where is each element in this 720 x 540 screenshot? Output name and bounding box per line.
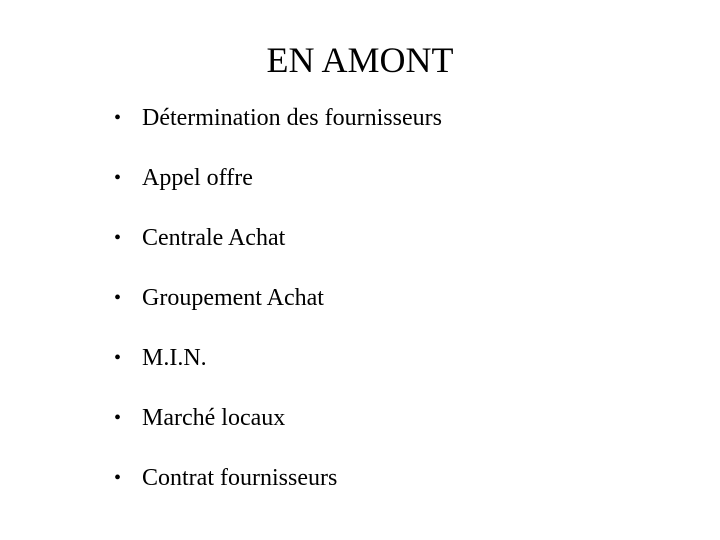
list-item	[114, 328, 694, 388]
list-item	[114, 208, 694, 268]
list-item-text: Marché locaux	[142, 405, 286, 431]
list-item	[114, 448, 694, 508]
bullet-list	[114, 88, 694, 508]
slide-title-text: EN AMONT	[266, 40, 454, 80]
bullet-icon: •	[114, 227, 122, 249]
list-item	[114, 388, 694, 448]
list-item-text: Contrat fournisseurs	[142, 465, 338, 491]
bullet-icon: •	[114, 287, 122, 309]
bullet-icon: •	[114, 347, 122, 369]
list-item-text: M.I.N.	[142, 345, 207, 371]
list-item	[114, 88, 694, 148]
list-item-text: Appel offre	[142, 165, 253, 191]
list-item-text: Détermination des fournisseurs	[142, 105, 442, 131]
bullet-icon: •	[114, 407, 122, 429]
list-item	[114, 148, 694, 208]
list-item	[114, 268, 694, 328]
bullet-icon: •	[114, 467, 122, 489]
list-item-text: Groupement Achat	[142, 285, 324, 311]
slide-title	[0, 36, 720, 84]
list-item-text: Centrale Achat	[142, 225, 286, 251]
bullet-icon: •	[114, 107, 122, 129]
bullet-icon: •	[114, 167, 122, 189]
